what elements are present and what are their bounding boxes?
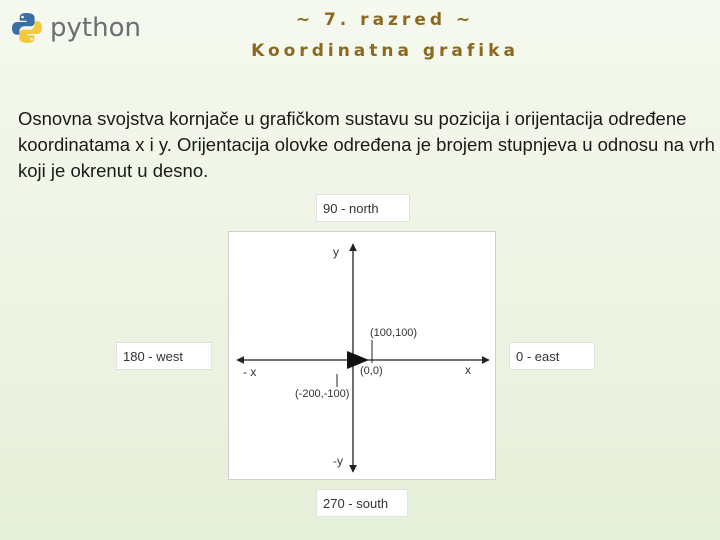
page-subtitle: Koordinatna grafika xyxy=(251,41,519,61)
y-axis-label: y xyxy=(333,245,339,259)
page-title: ~ 7. razred ~ xyxy=(295,10,475,30)
x-axis-label: x xyxy=(465,363,471,377)
neg-y-axis-label: -y xyxy=(333,454,343,468)
direction-north-label: 90 - north xyxy=(316,194,410,222)
direction-south-label: 270 - south xyxy=(316,489,408,517)
neg-x-axis-label: - x xyxy=(243,365,257,379)
direction-west-label: 180 - west xyxy=(116,342,212,370)
coordinate-diagram xyxy=(228,231,496,480)
origin-label: (0,0) xyxy=(360,365,383,377)
direction-east-label: 0 - east xyxy=(509,342,595,370)
body-paragraph: Osnovna svojstva kornjače u grafičkom sustavu su pozicija i orijentacija određene koordinatama x i y. Orijentacija olovke određena je brojem stupnjeva u odnosu na vrh koji je okrenut u desno. xyxy=(18,108,715,181)
logo-text: python xyxy=(50,13,141,43)
point-neg-label: (-200,-100) xyxy=(295,388,350,400)
coordinate-axes xyxy=(229,232,497,481)
point-pos-label: (100,100) xyxy=(370,327,418,339)
